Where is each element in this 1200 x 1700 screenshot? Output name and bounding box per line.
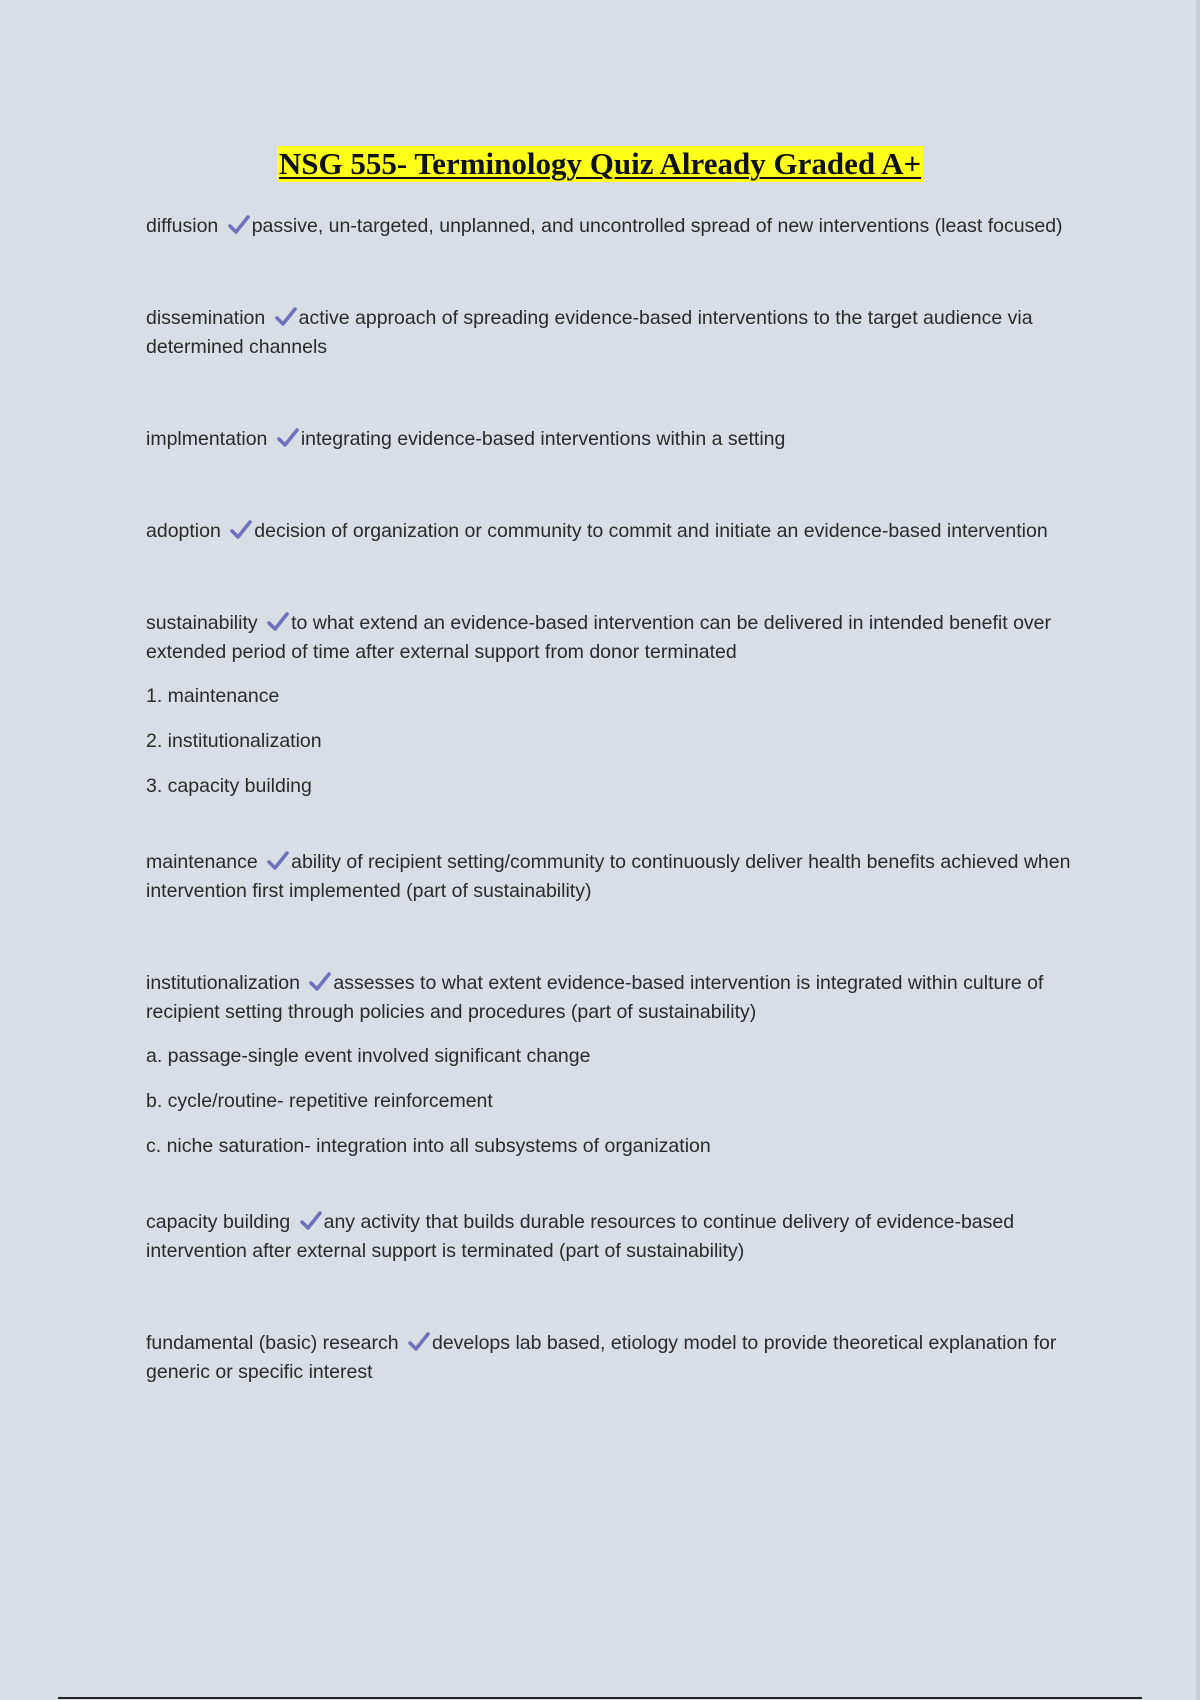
entry-sublist	[146, 1042, 1081, 1161]
sublist-item: a. passage-single event involved significant change	[146, 1045, 591, 1067]
entry-text	[146, 1208, 1081, 1266]
sublist-item: b. cycle/routine- repetitive reinforcement	[146, 1090, 493, 1112]
entry-sublist	[146, 682, 1081, 801]
entry-term: sustainability	[146, 612, 258, 634]
entry-definition: decision of organization or community to commit and initiate an evidence-based intervention	[254, 520, 1048, 542]
entry-definition: passive, un-targeted, unplanned, and uncontrolled spread of new interventions (least focused)	[251, 215, 1063, 237]
entry-text	[146, 212, 1081, 241]
entry-term: implmentation	[146, 428, 268, 450]
glossary-entry	[146, 212, 1081, 241]
sublist-item: c. niche saturation- integration into all subsystems of organization	[146, 1135, 711, 1157]
entry-term: adoption	[146, 520, 221, 542]
entry-term: diffusion	[146, 215, 219, 237]
checkmark-icon	[267, 612, 289, 632]
checkmark-icon	[230, 520, 252, 540]
entry-definition: any activity that builds durable resources to continue delivery of evidence-based intervention after external support is terminated (part of sustainability)	[146, 1211, 1015, 1262]
checkmark-icon	[309, 972, 331, 992]
entry-term: fundamental (basic) research	[146, 1332, 399, 1354]
entry-text	[146, 1329, 1081, 1387]
page-bottom-rule	[58, 1697, 1142, 1699]
checkmark-icon	[228, 215, 250, 235]
entry-definition: assesses to what extent evidence-based intervention is integrated within culture of recipient setting through policies and procedures (part of sustainability)	[146, 972, 1044, 1023]
entry-definition: to what extend an evidence-based intervention can be delivered in intended benefit over extended period of time after external support from donor terminated	[146, 612, 1052, 663]
entry-text	[146, 425, 1081, 454]
glossary-entry	[146, 609, 1081, 801]
entry-term: institutionalization	[146, 972, 300, 994]
sublist-item: 3. capacity building	[146, 775, 312, 797]
glossary-entry	[146, 969, 1081, 1161]
entry-definition: ability of recipient setting/community to continuously deliver health benefits achieved when intervention first implemented (part of sustainability)	[146, 851, 1071, 902]
sublist-item: 2. institutionalization	[146, 730, 322, 752]
glossary-entry	[146, 848, 1081, 906]
entry-definition: develops lab based, etiology model to provide theoretical explanation for generic or specific interest	[146, 1332, 1057, 1383]
sublist-item: 1. maintenance	[146, 685, 280, 707]
document-title: NSG 555- Terminology Quiz Already Graded A+	[278, 146, 922, 181]
entry-text	[146, 304, 1081, 362]
entry-definition: integrating evidence-based interventions within a setting	[300, 428, 786, 450]
entry-text	[146, 517, 1081, 546]
entry-term: maintenance	[146, 851, 258, 873]
entry-term: capacity building	[146, 1211, 291, 1233]
checkmark-icon	[408, 1332, 430, 1352]
entry-text	[146, 848, 1081, 906]
checkmark-icon	[277, 428, 299, 448]
glossary-entry	[146, 1208, 1081, 1266]
checkmark-icon	[300, 1211, 322, 1231]
glossary-entry	[146, 425, 1081, 454]
page-edge-strip	[1196, 0, 1200, 1700]
glossary-entry	[146, 517, 1081, 546]
entry-term: dissemination	[146, 307, 266, 329]
entry-definition: active approach of spreading evidence-based interventions to the target audience via determined channels	[146, 307, 1033, 358]
entry-text	[146, 609, 1081, 667]
glossary-entry	[146, 1329, 1081, 1387]
title-wrap	[0, 146, 1200, 182]
entry-text	[146, 969, 1081, 1027]
checkmark-icon	[267, 851, 289, 871]
glossary-entry	[146, 304, 1081, 362]
checkmark-icon	[275, 307, 297, 327]
document-body	[146, 212, 1081, 1387]
